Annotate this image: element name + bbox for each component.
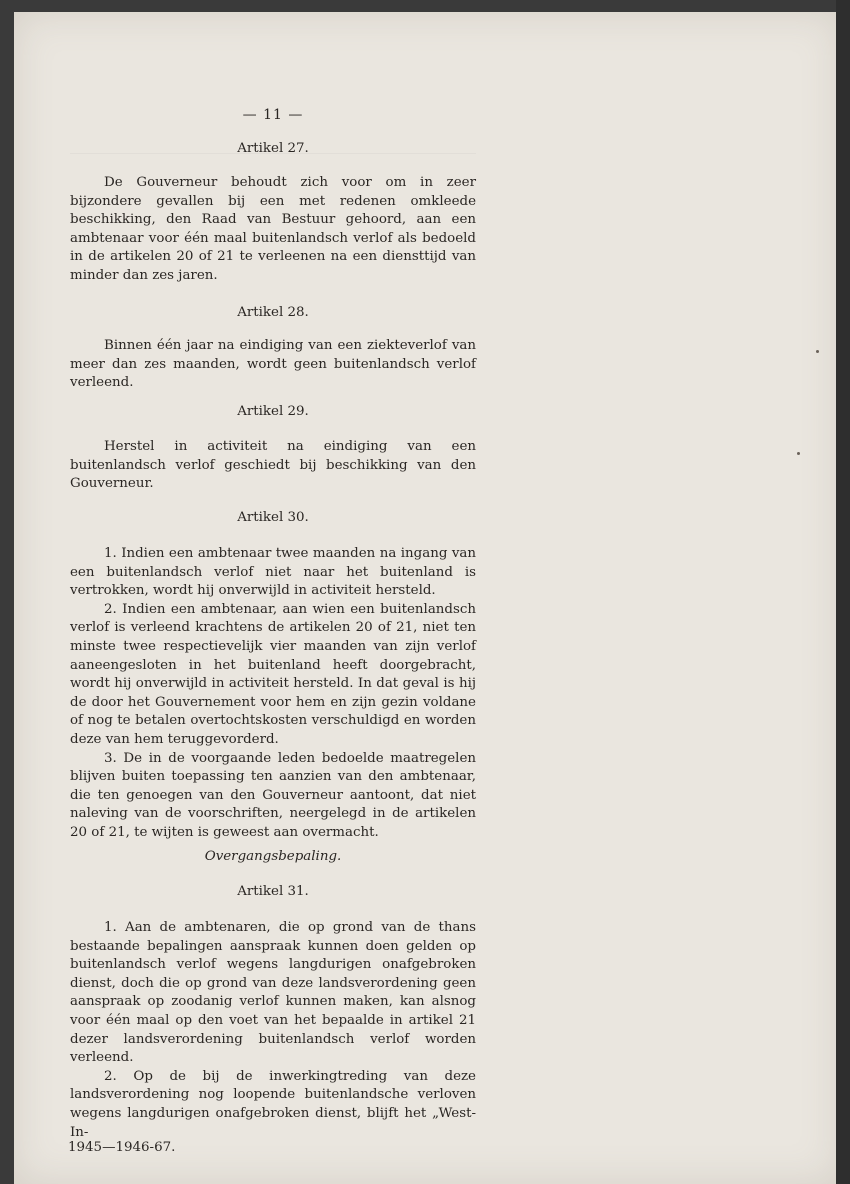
article-28-text: Binnen één jaar na eindiging van een ziekteverlof van meer dan zes maanden, wordt geen buitenlandsch verlof verleend. (70, 338, 476, 391)
article-30-heading: Artikel 30. (237, 510, 309, 525)
section-title: Overgangsbepaling. (204, 849, 342, 864)
article-30-para-1: 1. Indien een ambtenaar twee maanden na ingang van een buitenlandsch verlof niet naar het buitenland is vertrokken, wordt hij onverwijld in activiteit hersteld. (70, 546, 476, 599)
article-31-para-2: 2. Op de bij de inwerkingtreding van deze landsverordening nog loopende buitenlandsche verloven wegens langdurigen onafgebroken dienst, blijft het „West- In- (70, 1068, 476, 1140)
paper-speck (797, 452, 800, 455)
scan-border (836, 0, 850, 1184)
article-30-para-2: 2. Indien een ambtenaar, aan wien een buitenlandsch verlof is verleend krachtens de artikelen 20 of 21, niet ten minste twee respectievelijk vier maanden van zijn verlof aaneengesloten in het buitenland heeft doorgebracht, wordt hij onverwijld in activiteit hersteld. In dat geval is hij de door het Gouvernement voor hem en zijn gezin voldane of nog te betalen overtochtskosten verschuldigd en worden deze van hem teruggevorderd. (70, 601, 476, 747)
article-30-para-3: 3. De in de voorgaande leden bedoelde maatregelen blijven buiten toepassing ten aanzien van den ambtenaar, die ten genoegen van den Gouverneur aantoont, dat niet naleving van de voorschriften, neergelegd in de artikelen 20 of 21, te wijten is geweest aan overmacht. (70, 750, 476, 840)
article-31-para-1: 1. Aan de ambtenaren, die op grond van de thans bestaande bepalingen aanspraak kunnen doen gelden op buitenlandsch verlof wegens langdurigen onafgebroken dienst, doch die op grond van deze landsverordening geen aanspraak op zoodanig verlof kunnen maken, kan alsnog voor één maal op den voet van het bepaalde in artikel 21 dezer landsverordening buitenlandsch verlof worden verleend. (70, 920, 476, 1066)
article-31-text (70, 919, 476, 1142)
article-29-text: Herstel in activiteit na eindiging van een buitenlandsch verlof geschiedt bij beschikking van den Gouverneur. (70, 439, 476, 492)
article-28-heading: Artikel 28. (237, 305, 309, 320)
paper-speck (816, 350, 819, 353)
page-number: — 11 — (242, 107, 304, 123)
document-page (14, 12, 840, 1184)
article-27-text: De Gouverneur behoudt zich voor om in zeer bijzondere gevallen bij een met redenen omkleede beschikking, den Raad van Bestuur gehoord, aan een ambtenaar voor één maal buitenlandsch verlof als bedoeld in de artikelen 20 of 21 te verleenen na een diensttijd van minder dan zes jaren. (70, 175, 476, 283)
article-29-heading: Artikel 29. (237, 404, 309, 419)
article-31-heading: Artikel 31. (237, 884, 309, 899)
article-27-heading: Artikel 27. (237, 141, 309, 156)
article-30-text (70, 545, 476, 843)
publication-number: 1945—1946-67. (68, 1140, 176, 1155)
